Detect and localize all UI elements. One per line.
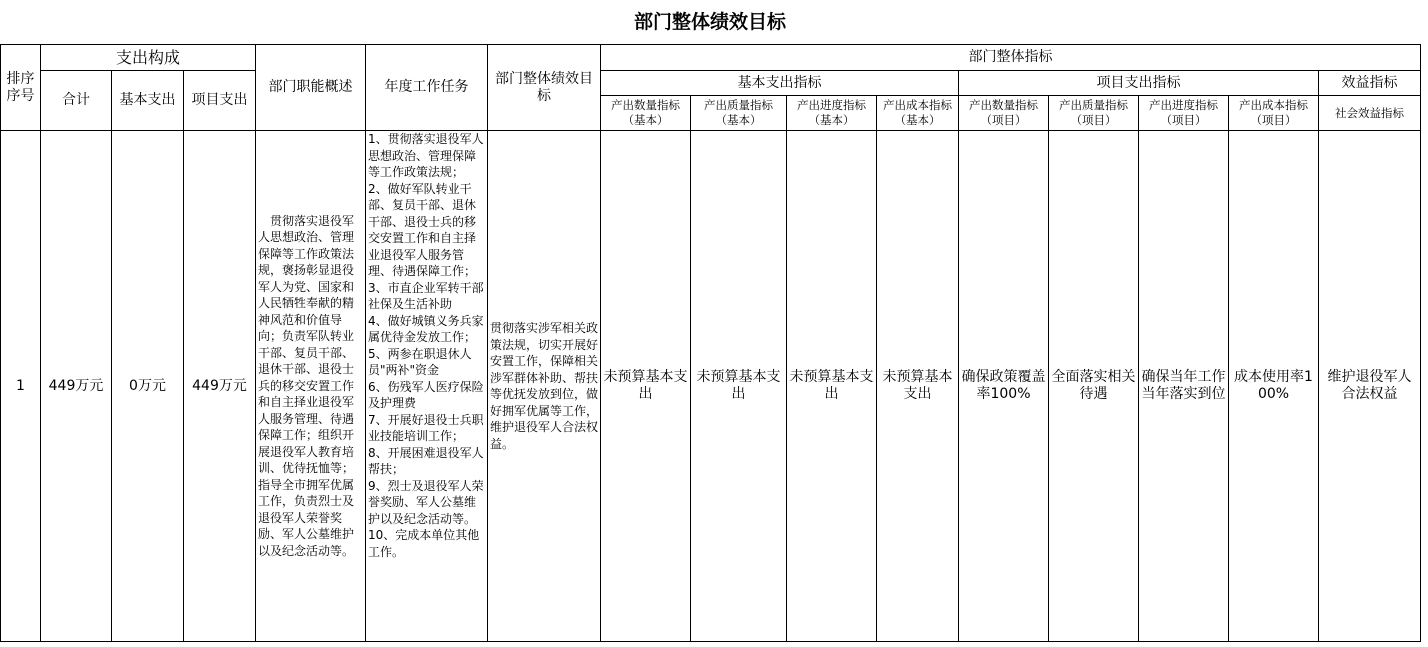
cell-indicator: 确保政策覆盖率100% [959, 131, 1049, 642]
cell-indicator: 维护退役军人合法权益 [1319, 131, 1421, 642]
header-basic-indicators: 基本支出指标 [601, 71, 959, 96]
task-item: 4、做好城镇义务兵家属优待金发放工作； [368, 313, 484, 344]
header-indicators: 部门整体指标 [601, 45, 1421, 71]
header-seq: 排序序号 [1, 45, 41, 131]
sub-header: 产出质量指标（项目） [1049, 96, 1139, 131]
sub-header: 产出数量指标（基本） [601, 96, 691, 131]
cell-function: 贯彻落实退役军人思想政治、管理保障等工作政策法规，褒扬彰显退役军人为党、国家和人民牺牲奉献的精神风范和价值导向；负责军队转业干部、复员干部、退休干部、退役士兵的移交安置工作和自主择业退役军人服务管理、待遇保障工作；组织开展退役军人教育培训、优待抚恤等；指导全市拥军优属工作，负责烈士及退役军人荣誉奖励、军人公墓维护以及纪念活动等。 [256, 131, 366, 642]
task-item: 10、完成本单位其他工作。 [368, 528, 480, 559]
cell-indicator: 全面落实相关待遇 [1049, 131, 1139, 642]
sub-header: 产出质量指标（基本） [691, 96, 787, 131]
cell-indicator: 确保当年工作当年落实到位 [1139, 131, 1229, 642]
cell-seq: 1 [1, 131, 41, 642]
cell-total: 449万元 [41, 131, 112, 642]
task-item: 6、伤残军人医疗保险及护理费 [368, 379, 484, 410]
task-item: 1、贯彻落实退役军人思想政治、管理保障等工作政策法规； [368, 132, 484, 179]
task-item: 9、烈士及退役军人荣誉奖励、军人公墓维护以及纪念活动等。 [368, 478, 484, 526]
cell-indicator: 成本使用率100% [1229, 131, 1319, 642]
cell-goal: 贯彻落实涉军相关政策法规，切实开展好安置工作，保障相关涉军群体补助、帮扶等优抚发放到位，做好拥军优属等工作，维护退役军人合法权益。 [488, 131, 601, 642]
cell-project: 449万元 [184, 131, 256, 642]
task-item: 7、开展好退役士兵职业技能培训工作； [368, 412, 484, 443]
header-project: 项目支出 [184, 71, 256, 131]
sub-header: 产出成本指标（基本） [877, 96, 959, 131]
cell-indicator: 未预算基本支出 [691, 131, 787, 642]
sub-header: 产出成本指标（项目） [1229, 96, 1319, 131]
header-basic: 基本支出 [112, 71, 184, 131]
table-row [1, 131, 1421, 642]
task-item: 8、开展困难退役军人帮扶； [368, 445, 484, 476]
performance-table [0, 44, 1421, 642]
header-project-indicators: 项目支出指标 [959, 71, 1319, 96]
sub-header: 产出进度指标（项目） [1139, 96, 1229, 131]
header-benefit-indicators: 效益指标 [1319, 71, 1421, 96]
header-goal: 部门整体绩效目标 [488, 45, 601, 131]
cell-basic: 0万元 [112, 131, 184, 642]
cell-indicator: 未预算基本支出 [787, 131, 877, 642]
task-item: 5、两参在职退休人员"两补"资金 [368, 346, 472, 377]
sub-header: 产出数量指标（项目） [959, 96, 1049, 131]
sub-header: 产出进度指标（基本） [787, 96, 877, 131]
sub-header: 社会效益指标 [1319, 96, 1421, 131]
header-function: 部门职能概述 [256, 45, 366, 131]
task-item: 2、做好军队转业干部、复员干部、退休干部、退役士兵的移交安置工作和自主择业退役军人服务管理、待遇保障工作； [368, 181, 477, 278]
cell-tasks [366, 131, 488, 642]
cell-indicator: 未预算基本支出 [877, 131, 959, 642]
header-total: 合计 [41, 71, 112, 131]
header-tasks: 年度工作任务 [366, 45, 488, 131]
page-title: 部门整体绩效目标 [633, 11, 786, 33]
header-expense: 支出构成 [41, 45, 256, 71]
cell-indicator: 未预算基本支出 [601, 131, 691, 642]
task-item: 3、市直企业军转干部社保及生活补助 [368, 280, 484, 311]
